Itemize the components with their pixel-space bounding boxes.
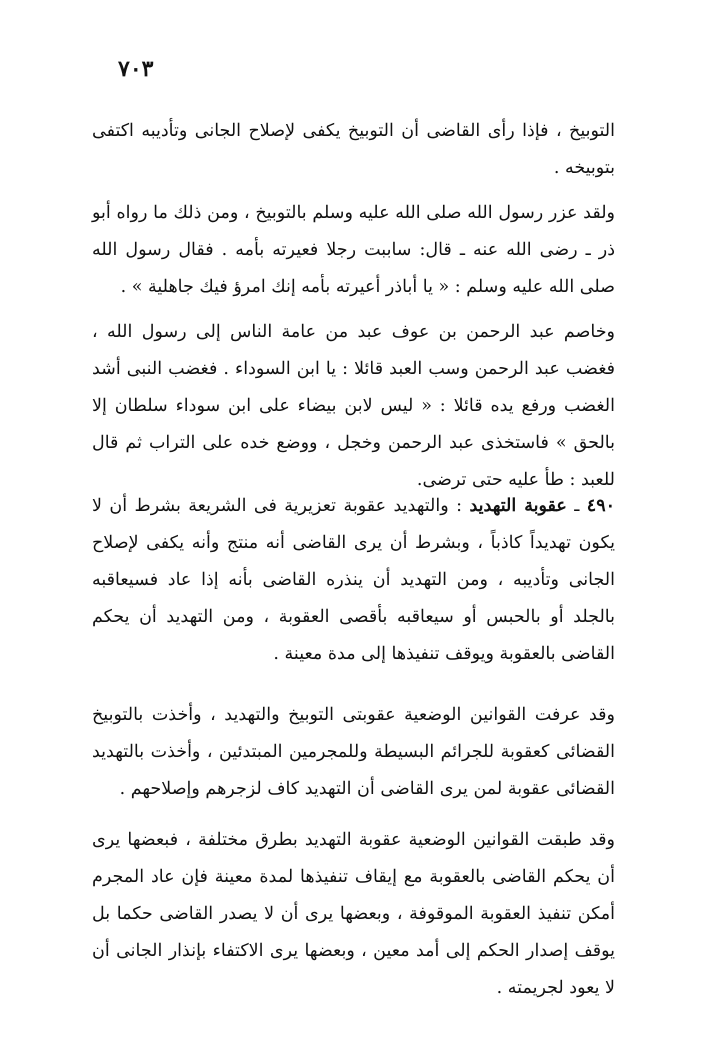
paragraph-text: وقد عرفت القوانين الوضعية عقوبتى التوبيخ والتهديد ، وأخذت بالتوبيخ القضائى كعقوبة للجرائم البسيطة وللمجرمين المبتدئين ، وأخذت بالتهديد القضائى عقوبة لمن يرى القاضى أن التهديد كاف لزجرهم وإصلاحهم .: [92, 705, 615, 799]
section-number: ٤٩٠: [586, 496, 615, 516]
paragraph-text: التوبيخ ، فإذا رأى القاضى أن التوبيخ يكفى لإصلاح الجانى وتأديبه اكتفى بتوبيخه .: [92, 121, 615, 178]
paragraph-1: [92, 113, 615, 187]
paragraph-3: [92, 314, 615, 499]
section-heading: عقوبة التهديد: [469, 496, 567, 516]
page-number: ٧٠٣: [118, 56, 154, 82]
section-paragraph: ٤٩٠ ـ عقوبة التهديد : والتهديد عقوبة تعزيرية فى الشريعة بشرط أن لا يكون تهديداً كاذباً ، وبشرط أن يرى القاضى أنه منتج وأنه يكفى لإصلاح الجانى وتأديبه ، ومن التهديد أن ينذره القاضى بأنه إذا عاد فسيعاقبه بالجلد أو بالحبس أو سيعاقبه بأقصى العقوبة ، ومن التهديد أن يحكم القاضى بالعقوبة ويوقف تنفيذها إلى مدة معينة .: [92, 496, 615, 664]
section-text: : والتهديد عقوبة تعزيرية فى الشريعة بشرط أن لا يكون تهديداً كاذباً ، وبشرط أن يرى القاضى أنه منتج وأنه يكفى لإصلاح الجانى وتأديبه ، ومن التهديد أن ينذره القاضى بأنه إذا عاد فسيعاقبه بالجلد أو بالحبس أو سيعاقبه بأقصى العقوبة ، ومن التهديد أن يحكم القاضى بالعقوبة ويوقف تنفيذها إلى مدة معينة .: [92, 496, 615, 664]
paragraph-text: ولقد عزر رسول الله صلى الله عليه وسلم بالتوبيخ ، ومن ذلك ما رواه أبو ذر ـ رضى الله عنه ـ قال: ساببت رجلا فعيرته بأمه . فقال رسول الله صلى الله عليه وسلم : « يا أباذر أعيرته بأمه إنك امرؤ فيك جاهلية » .: [92, 203, 615, 297]
paragraph-2: [92, 195, 615, 306]
paragraph-text: وقد طبقت القوانين الوضعية عقوبة التهديد بطرق مختلفة ، فبعضها يرى أن يحكم القاضى بالعقوبة مع إيقاف تنفيذها لمدة معينة فإن عاد المجرم أمكن تنفيذ العقوبة الموقوفة ، وبعضها يرى أن لا يصدر القاضى حكما بل يوقف إصدار الحكم إلى أمد معين ، وبعضها يرى الاكتفاء بإنذار الجانى أن لا يعود لجريمته .: [92, 830, 615, 998]
paragraph-6: [92, 822, 615, 1007]
paragraph-text: وخاصم عبد الرحمن بن عوف عبد من عامة الناس إلى رسول الله ، فغضب عبد الرحمن وسب العبد قائلا : يا ابن السوداء . فغضب النبى أشد الغضب ورفع يده قائلا : « ليس لابن بيضاء على ابن سوداء سلطان إلا بالحق » فاستخذى عبد الرحمن وخجل ، ووضع خده على التراب ثم قال للعبد : طأ عليه حتى ترضى.: [92, 322, 615, 490]
paragraph-5: [92, 697, 615, 808]
section-490: [92, 488, 615, 673]
